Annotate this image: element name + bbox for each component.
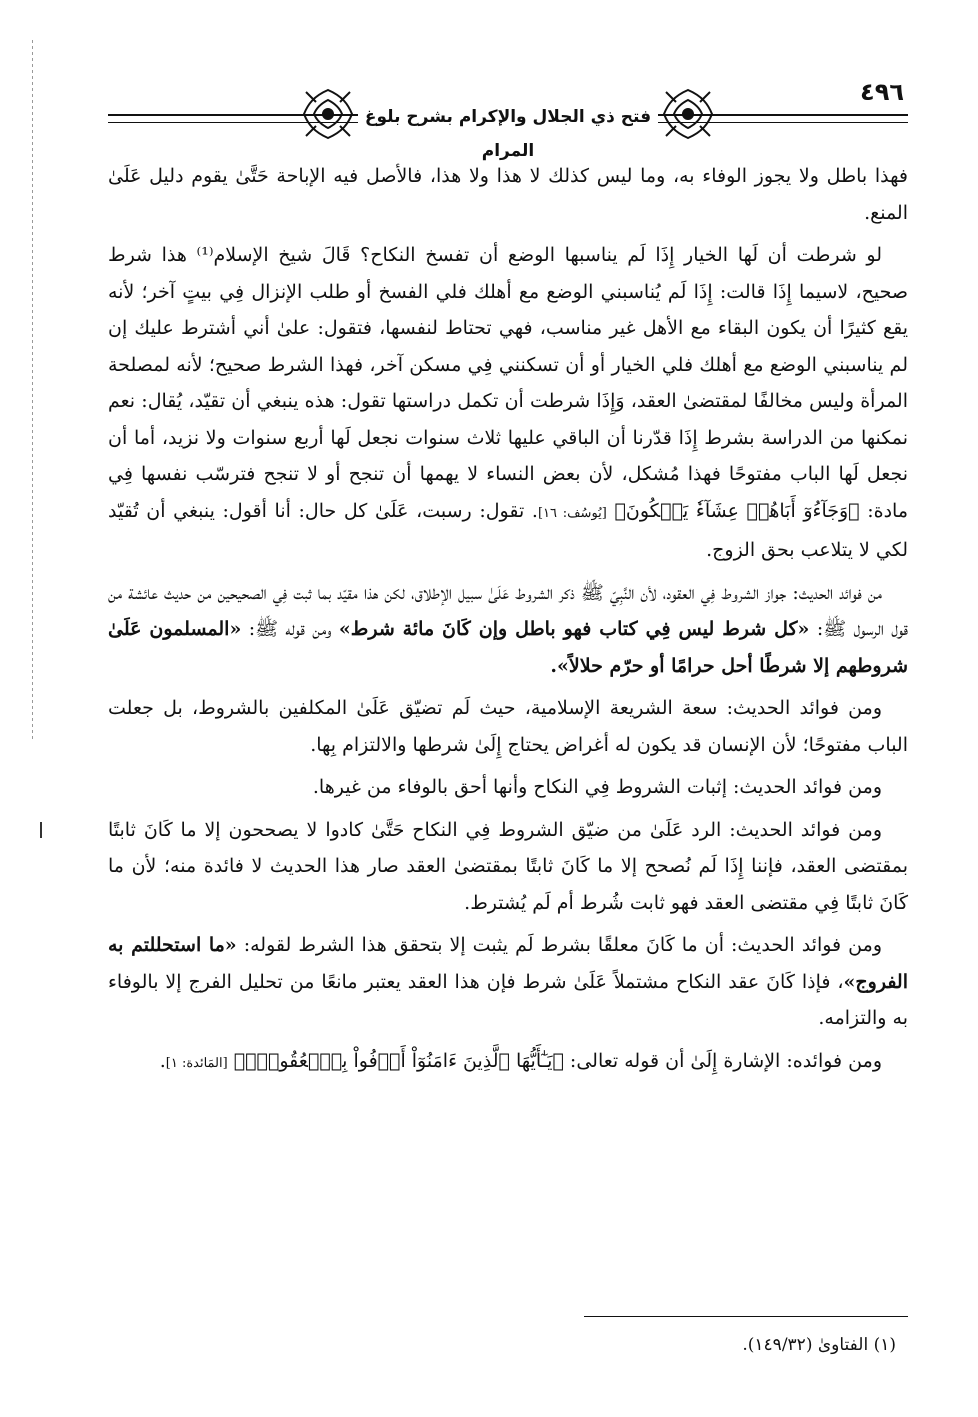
paragraph-8-text: ومن فوائده: الإشارة إِلَىٰ أن قوله تعالى: ﴿يَـٰٓأَيُّهَا ٱلَّذِينَ ءَامَنُوٓاْ أَوۡفُواْ بِٱلۡعُقُودِۚ﴾ <box>233 1049 882 1072</box>
ornament-right-icon <box>658 84 718 144</box>
paragraph-5: ومن فوائد الحديث: إثبات الشروط فِي النكاح وأنها أحق بالوفاء من غيرها. <box>312 776 882 798</box>
ornament-left-icon <box>298 84 358 144</box>
paragraph-2-tail: . تقول: رسبت، عَلَىٰ كل حال: أنا أقول: ينبغي أن تُقيّد لكي لا يتلاعب بحق الزوج. <box>108 499 908 561</box>
paragraph-2 <box>108 237 908 569</box>
quran-reference-2: [المَائدة: ١] <box>165 1055 228 1071</box>
paragraph-8 <box>108 1043 908 1083</box>
book-title: فتح ذي الجلال والإكرام بشرح بلوغ المرام <box>358 100 658 136</box>
page-header <box>108 78 908 161</box>
footnote: (١) الفتاوىٰ (١٤٩/٣٢). <box>742 1335 896 1355</box>
paragraph-3-mid: ومن قوله ﷺ: <box>248 618 332 640</box>
quran-reference: [يُوسُف: ١٦] <box>537 505 607 521</box>
hadith-quote-1: «كل شرط ليس فِي كتاب فهو باطل وإن كَانَ مائة شرط» <box>338 618 810 640</box>
paragraph-7-tail: ، فإذا كَانَ عقد النكاح مشتملاً عَلَىٰ شرط فإن هذا العقد يعتبر مانعًا من تحليل الفرج إلا بالوفاء به والتزامه. <box>108 970 908 1029</box>
paragraph-2-text: لو شرطت أن لَها الخيار إِذَا لَم يناسبها الوضع أن تفسخ النكاح؟ قَالَ شيخ الإسلام⁽¹⁾ هذا شرط صحيح، لاسيما إِذَا قالت: إِذَا لَم يُناسبني الوضع مع أهلك فلي الفسخ أو طلب الإنزال فِي بيتٍ آخر؛ لأنه يقع كثيرًا أن يكون البقاء مع الأهل غير مناسب، فهي تحتاط لنفسها، فتقول: علىٰ أني أشترط عليك إن لم يناسبني الوضع مع أهلك فلي الخيار أو أن تسكنني فِي مسكن آخر، فهذا الشرط صحيح؛ لأنه لمصلحة المرأة وليس مخالفًا لمقتضىٰ العقد، وَإِذَا شرطت أن تكمل دراستها تقول: هذه ينبغي أن تقيّد، يُقال: نعم نمكنها من الدراسة بشرط إِذَا قدّرنا أن الباقي عليها ثلاث سنوات نجعل لَها أربع سنوات ولا نزيد، أما أن نجعل لَها الباب مفتوحًا فهذا مُشكل، لأن بعض النساء لا يهمها أن تنجح أو لا تنجح فترسّب نفسها فِي مادة: ﴿وَجَآءُوٓ أَبَاهُمۡ عِشَآءٗ يَبۡكُونَ﴾ <box>108 244 908 522</box>
scan-mark <box>40 822 42 838</box>
paragraph-1: فهذا باطل ولا يجوز الوفاء به، وما ليس كذلك لا هذا ولا هذا، فالأصل فيه الإباحة حَتَّىٰ يقوم دليل عَلَىٰ المنع. <box>108 165 908 224</box>
scan-edge-line <box>32 40 33 740</box>
paragraph-4: ومن فوائد الحديث: سعة الشريعة الإسلامية، حيث لَم تضيّق عَلَىٰ المكلفين بالشروط، بل جعلت الباب مفتوحًا؛ لأن الإنسان قد يكون له أغراض يحتاج إِلَىٰ شرطها والالتزام بِها. <box>108 697 908 756</box>
paragraph-6: ومن فوائد الحديث: الرد عَلَىٰ من ضيّق الشروط فِي النكاح حَتَّىٰ كادوا لا يصححون إلا ما كَانَ ثابتًا بمقتضى العقد، فإننا إِذَا لَم نُصحح إلا ما كَانَ ثابتًا بمقتضىٰ العقد صار هذا الحديث لا فائدة منه؛ لأن ما كَانَ ثابتًا فِي مقتضى العقد فهو ثابت شُرط أم لَم يُشترط. <box>108 818 908 914</box>
page-number: ٤٩٦ <box>856 78 908 106</box>
paragraph-3 <box>108 575 908 685</box>
paragraph-7-text: ومن فوائد الحديث: أن ما كَانَ معلقًا بشرط لَم يثبت إلا بتحقق هذا الشرط لقوله: <box>243 934 882 956</box>
hadith-quote-2: «المسلمون عَلَىٰ شروطهم إلا شرطًا أحل حرامًا أو حرّم حلالاً». <box>108 618 908 677</box>
paragraph-7 <box>108 927 908 1037</box>
paragraph-3-text: من فوائد الحديث: جواز الشروط فِي العقود، لأن النَّبِيّ ﷺ ذكر الشروط عَلَىٰ سبيل الإطلاق، لكن هذا مقيّد بما ثبت فِي الصحيحين من حديث عائشة من قول الرسول ﷺ: <box>108 581 909 640</box>
page-body <box>108 158 908 1088</box>
hadith-quote-3: «ما استحللتم به الفروج» <box>108 934 908 993</box>
paragraph-8-tail: . <box>159 1049 166 1072</box>
footnote-rule <box>584 1316 908 1317</box>
